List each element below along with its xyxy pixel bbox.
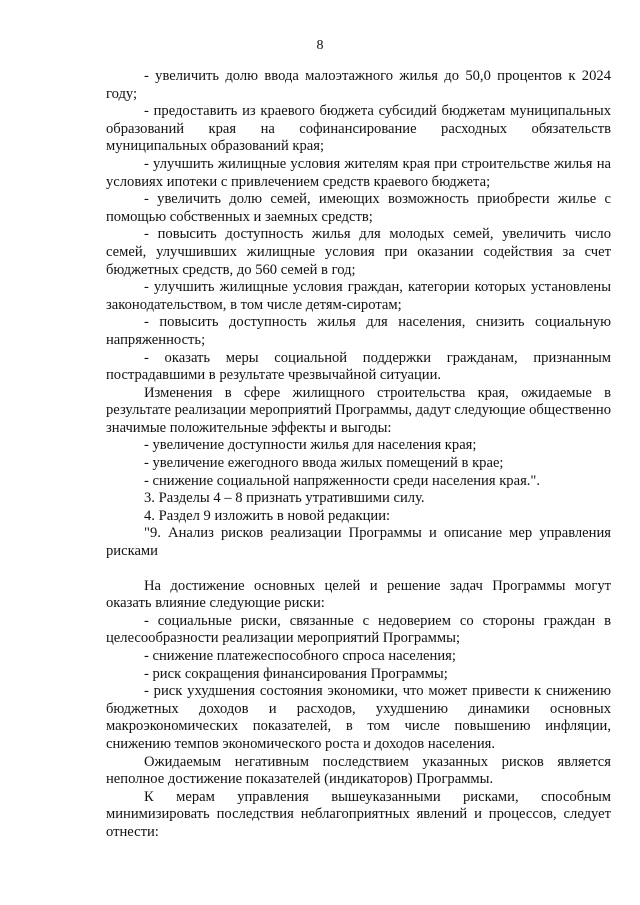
paragraph: - увеличение ежегодного ввода жилых помещений в крае; xyxy=(144,455,504,472)
paragraph: 4. Раздел 9 изложить в новой редакции: xyxy=(144,507,391,524)
paragraph: - повысить доступность жилья для населения, снизить социальную напряженность; xyxy=(106,314,611,348)
paragraph: - увеличение доступности жилья для населения края; xyxy=(144,437,477,454)
page-number: 8 xyxy=(316,38,324,53)
paragraph: - улучшить жилищные условия граждан, категории которых установлены законодательством, в том числе детям-сиротам; xyxy=(106,279,611,313)
paragraph: - риск ухудшения состояния экономики, что может привести к снижению бюджетных доходов и расходов, ухудшению динамики основных макроэкономических показателей, в том числе повышению инфляции, снижению темпов экономического роста и доходов населения. xyxy=(106,683,611,752)
section-heading: "9. Анализ рисков реализации Программы и описание мер управления рисками xyxy=(106,525,611,560)
paragraph: Ожидаемым негативным последствием указанных рисков является неполное достижение показателей (индикаторов) Программы. xyxy=(106,753,611,788)
paragraph: На достижение основных целей и решение задач Программы могут оказать влияние следующие риски: xyxy=(106,577,611,612)
paragraph: К мерам управления вышеуказанными рисками, способным минимизировать последствия неблагоприятных явлений и процессов, следует отнести: xyxy=(106,788,611,840)
document-body xyxy=(106,68,611,842)
paragraph: - снижение социальной напряженности среди населения края.". xyxy=(144,472,541,489)
paragraph: - повысить доступность жилья для молодых семей, увеличить число семей, улучшивших жилищные условия при оказании содействия за счет бюджетных средств, до 560 семей в год; xyxy=(106,226,611,278)
paragraph: - снижение платежеспособного спроса населения; xyxy=(144,648,456,664)
paragraph: - увеличить долю ввода малоэтажного жилья до 50,0 процентов к 2024 году; xyxy=(106,68,611,102)
paragraph: - риск сокращения финансирования Программы; xyxy=(144,665,448,682)
paragraph: - улучшить жилищные условия жителям края при строительстве жилья на условиях ипотеки с привлечением средств краевого бюджета; xyxy=(106,155,611,190)
paragraph: - увеличить долю семей, имеющих возможность приобрести жилье с помощью собственных и заемных средств; xyxy=(106,191,611,225)
paragraph: Изменения в сфере жилищного строительства края, ожидаемые в результате реализации мероприятий Программы, дадут следующие общественно значимые положительные эффекты и выгоды: xyxy=(106,384,611,436)
paragraph: - оказать меры социальной поддержки гражданам, признанным пострадавшими в результате чрезвычайной ситуации. xyxy=(106,349,611,384)
paragraph: - социальные риски, связанные с недоверием со стороны граждан в целесообразности реализации мероприятий Программы; xyxy=(106,612,611,647)
paragraph: - предоставить из краевого бюджета субсидий бюджетам муниципальных образований края на софинансирование расходных обязательств муниципальных образований края; xyxy=(106,103,611,155)
paragraph: 3. Разделы 4 – 8 признать утратившими силу. xyxy=(144,490,425,507)
